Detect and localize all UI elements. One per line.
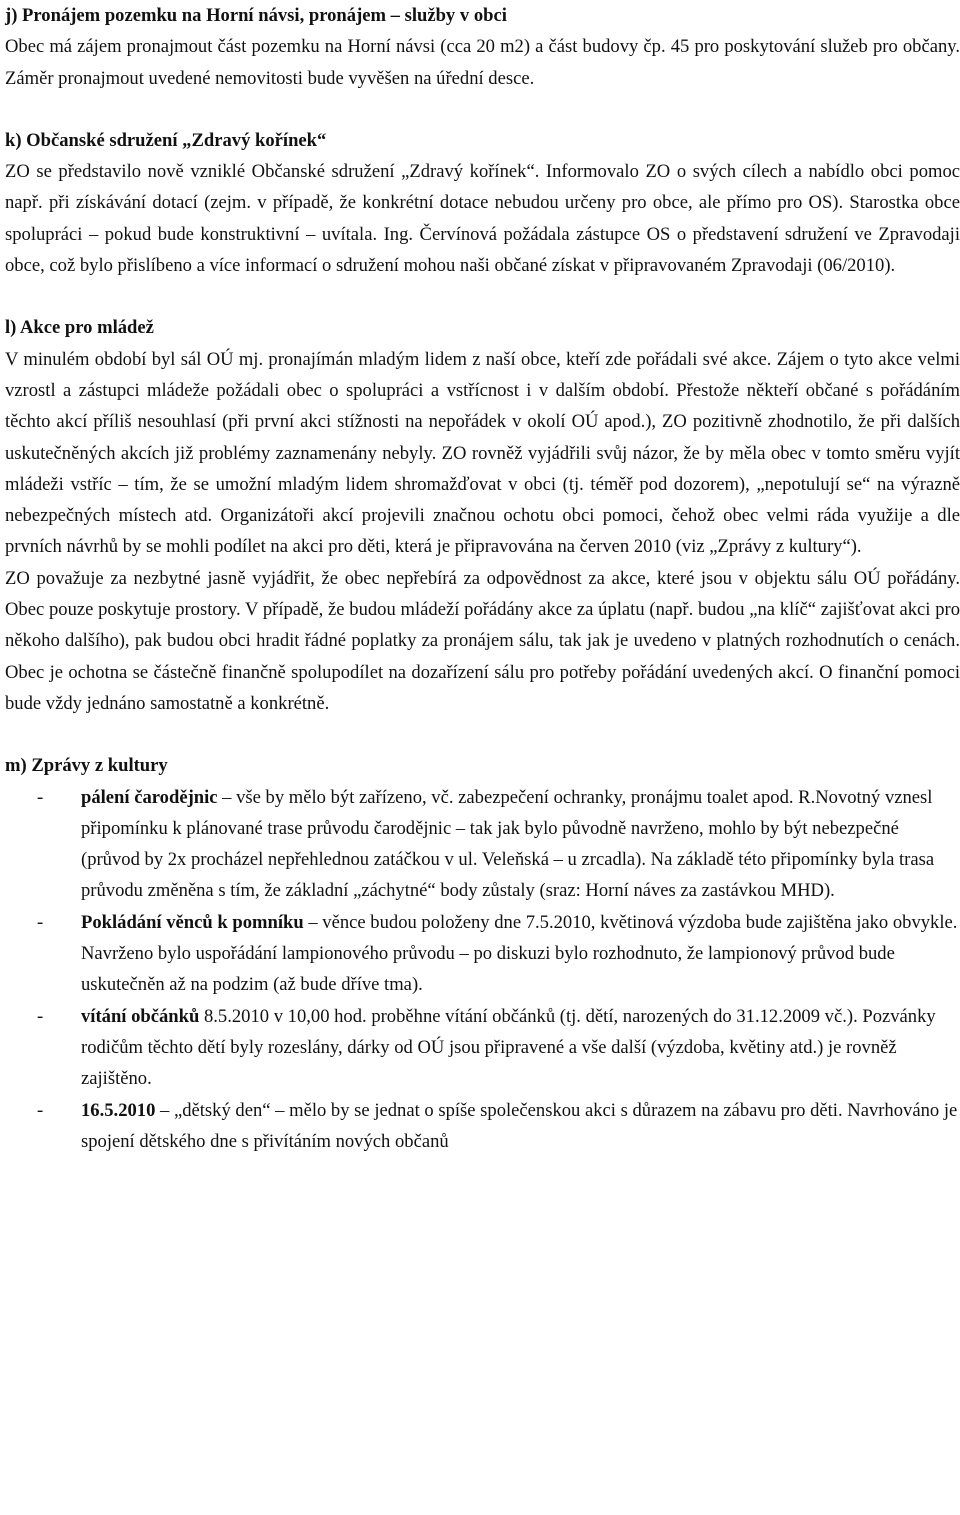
list-item	[5, 782, 960, 907]
section-k-body: ZO se představilo nově vzniklé Občanské sdružení „Zdravý kořínek“. Informovalo ZO o svých cílech a nabídlo obci pomoc např. při získávání dotací (zejm. v případě, že konkrétní dotace nebudou určeny pro obce, ale přímo pro OS). Starostka obce spolupráci – pokud bude konstruktivní – uvítala. Ing. Červínová požádala zástupce OS o představení sdružení ve Zpravodaji obce, což bylo přislíbeno a více informací o sdružení mohou naši občané získat v připravovaném Zpravodaji (06/2010).	[5, 161, 960, 277]
list-dash: -	[37, 911, 44, 933]
spacer	[5, 94, 960, 125]
section-l-body-2: ZO považuje za nezbytné jasně vyjádřit, že obec nepřebírá za odpovědnost za akce, které jsou v objektu sálu OÚ pořádány. Obec pouze poskytuje prostory. V případě, že budou mládeží pořádány akce za úplatu (např. budou „na klíč“ zajišťovat akci pro někoho dalšího), pak budou obci hradit řádné poplatky za pronájem sálu, tak jak je uvedeno v platných rozhodnutích o cenách. Obec je ochotna se částečně finančně spolupodílet na dozařízení sálu pro potřeby pořádání uvedených akcí. O finanční pomoci bude vždy jednáno samostatně a konkrétně.	[5, 567, 960, 714]
list-dash: -	[37, 1099, 44, 1121]
section-k	[5, 125, 960, 281]
list-dash: -	[37, 1005, 44, 1027]
list-item-text: – věnce budou položeny dne 7.5.2010, květinová výzdoba bude zajištěna jako obvykle. Navrženo bylo uspořádání lampionového průvodu – po diskuzi bylo rozhodnuto, že lampionový průvod bude uskutečněn až na podzim (až bude dříve tma).	[81, 911, 958, 996]
list-item-lead: pálení čarodějnic	[81, 786, 218, 808]
section-l	[5, 312, 960, 719]
section-j	[5, 0, 960, 94]
section-k-title: k) Občanské sdružení „Zdravý kořínek“	[5, 129, 327, 151]
section-l-title: l) Akce pro mládež	[5, 317, 154, 339]
spacer	[5, 281, 960, 312]
list-item-text: 8.5.2010 v 10,00 hod. proběhne vítání občánků (tj. dětí, narozených do 31.12.2009 vč.). Pozvánky rodičům těchto dětí byly rozeslány, dárky od OÚ jsou připravené a vše další (výzdoba, květiny atd.) je rovněž zajištěno.	[81, 1005, 936, 1090]
list-item-lead: 16.5.2010	[81, 1099, 156, 1121]
section-m-title: m) Zprávy z kultury	[5, 755, 168, 777]
section-l-body-1: V minulém období byl sál OÚ mj. pronajímán mladým lidem z naší obce, kteří zde pořádali své akce. Zájem o tyto akce velmi vzrostl a zástupci mládeže požádali obec o spolupráci a vstřícnost i v dalším období. Přestože někteří občané s pořádáním těchto akcí příliš nesouhlasí (při první akci stížnosti na nepořádek v okolí OÚ apod.), ZO pozitivně zhodnotilo, že při dalších uskutečněných akcích již problémy zaznamenány nebyly. ZO rovněž vyjádřili svůj názor, že by měla obec v tomto směru vyjít mládeži vstříc – tím, že se umožní mladým lidem shromažďovat v obci (tj. téměř pod dozorem), „nepotulují se“ na výrazně nebezpečných místech atd. Organizátoři akcí projevili značnou ochotu obci pomoci, čehož obec velmi ráda využije a dle prvních návrhů by se mohli podílet na akci pro děti, která je připravována na červen 2010 (viz „Zprávy z kultury“).	[5, 348, 960, 558]
list-item-lead: vítání občánků	[81, 1005, 200, 1027]
section-m	[5, 750, 960, 1157]
list-item-text: – vše by mělo být zařízeno, vč. zabezpečení ochranky, pronájmu toalet apod. R.Novotný vznesl připomínku k plánované trase průvodu čarodějnic – tak jak bylo původně navrženo, mohlo by být nebezpečné (průvod by 2x procházel nepřehlednou zatáčkou v ul. Veleňská – u zrcadla). Na základě této připomínky byla trasa průvodu změněna s tím, že základní „záchytné“ body zůstaly (sraz: Horní náves za zastávkou MHD).	[81, 786, 935, 902]
list-dash: -	[37, 786, 44, 808]
spacer	[5, 719, 960, 750]
list-item	[5, 1001, 960, 1095]
list-item	[5, 907, 960, 1001]
list-item	[5, 1095, 960, 1158]
list-item-text: – „dětský den“ – mělo by se jednat o spíše společenskou akci s důrazem na zábavu pro děti. Navrhováno je spojení dětského dne s přivítáním nových občanů	[81, 1099, 958, 1152]
section-j-title: j) Pronájem pozemku na Horní návsi, pronájem – služby v obci	[5, 5, 507, 26]
section-j-body: Obec má zájem pronajmout část pozemku na Horní návsi (cca 20 m2) a část budovy čp. 45 pro poskytování služeb pro občany. Záměr pronajmout uvedené nemovitosti bude vyvěšen na úřední desce.	[5, 36, 960, 89]
culture-list	[5, 782, 960, 1158]
document-page	[5, 0, 960, 1157]
list-item-lead: Pokládání věnců k pomníku	[81, 911, 304, 933]
